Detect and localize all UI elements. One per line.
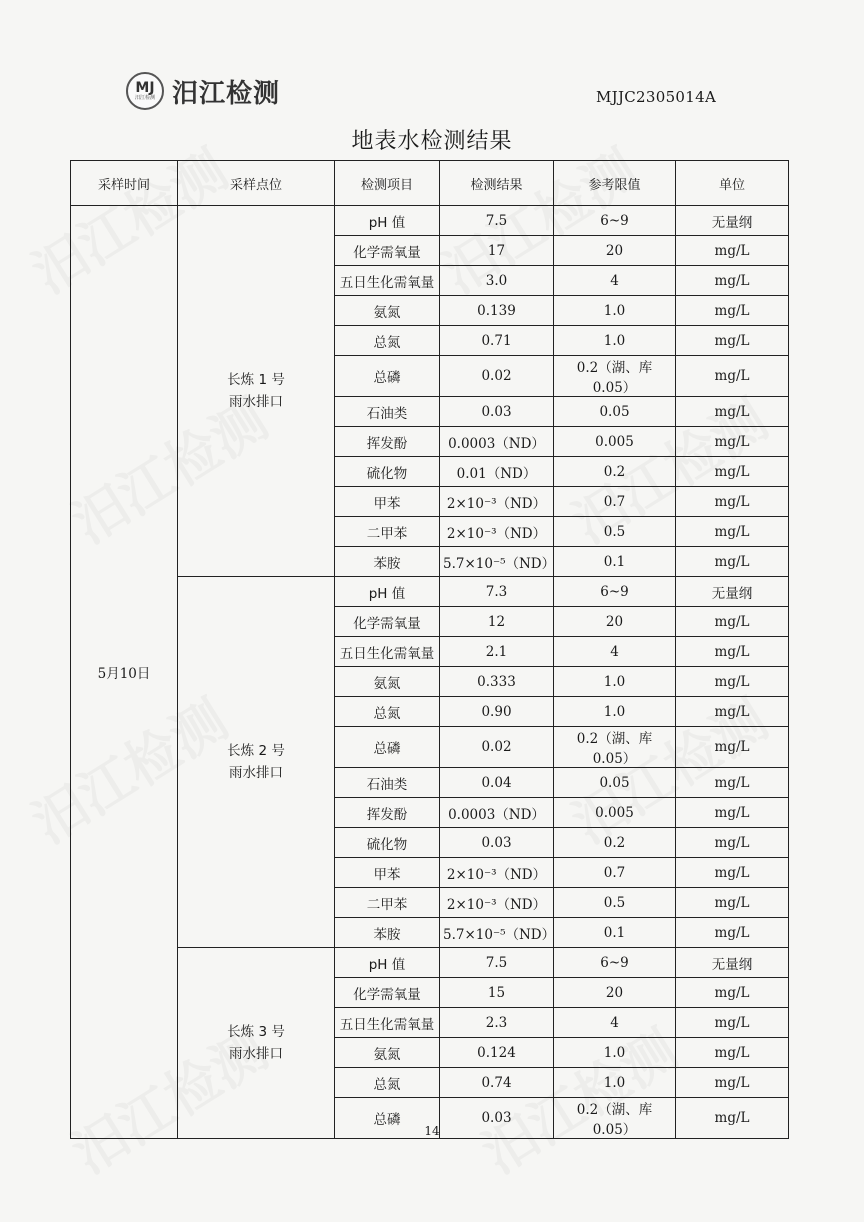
sampling-point [178, 206, 335, 577]
reference-limit-cell: 0.2（湖、库 0.05） [554, 727, 676, 768]
test-result-cell: 2.3 [440, 1008, 554, 1038]
test-item-cell: 总磷 [335, 1098, 440, 1139]
unit-cell: 无量纲 [676, 948, 789, 978]
test-item-cell: pH 值 [335, 577, 440, 607]
reference-limit-cell: 20 [554, 236, 676, 266]
reference-limit-cell: 0.1 [554, 547, 676, 577]
unit-cell: mg/L [676, 727, 789, 768]
test-item-cell: 氨氮 [335, 667, 440, 697]
test-item-cell: 石油类 [335, 397, 440, 427]
test-item-cell: 挥发酚 [335, 798, 440, 828]
unit-cell: mg/L [676, 637, 789, 667]
test-result-cell: 2×10⁻³（ND） [440, 487, 554, 517]
header-sampling-time: 采样时间 [71, 161, 178, 206]
reference-limit-cell: 20 [554, 978, 676, 1008]
test-item-cell: 石油类 [335, 768, 440, 798]
reference-limit-cell: 0.05 [554, 397, 676, 427]
reference-limit-cell: 0.2 [554, 828, 676, 858]
sampling-point-name: 长炼 1 号 [227, 372, 285, 388]
test-result-cell: 2×10⁻³（ND） [440, 517, 554, 547]
test-result-cell: 7.5 [440, 948, 554, 978]
reference-limit-cell: 6~9 [554, 948, 676, 978]
reference-limit-cell: 1.0 [554, 1038, 676, 1068]
reference-limit-cell: 0.2 [554, 457, 676, 487]
unit-cell: mg/L [676, 1098, 789, 1139]
test-item-cell: 五日生化需氧量 [335, 1008, 440, 1038]
test-item-cell: pH 值 [335, 948, 440, 978]
test-result-cell: 0.139 [440, 296, 554, 326]
test-item-cell: 总氮 [335, 326, 440, 356]
test-item-cell: 硫化物 [335, 457, 440, 487]
unit-cell: mg/L [676, 918, 789, 948]
unit-cell: mg/L [676, 236, 789, 266]
reference-limit-cell: 0.05 [554, 768, 676, 798]
test-result-cell: 0.03 [440, 397, 554, 427]
test-item-cell: 氨氮 [335, 1038, 440, 1068]
test-item-cell: 甲苯 [335, 487, 440, 517]
sampling-date: 5月10日 [71, 206, 178, 1139]
test-result-cell: 3.0 [440, 266, 554, 296]
reference-limit-cell: 4 [554, 637, 676, 667]
table-row [71, 206, 789, 236]
test-item-cell: 五日生化需氧量 [335, 266, 440, 296]
unit-cell: mg/L [676, 667, 789, 697]
reference-limit-cell: 0.2（湖、库 0.05） [554, 356, 676, 397]
unit-cell: mg/L [676, 296, 789, 326]
test-result-cell: 17 [440, 236, 554, 266]
sampling-point-name: 长炼 2 号 [227, 743, 285, 759]
logo [126, 72, 280, 110]
results-table [70, 160, 789, 1139]
reference-limit-cell: 0.005 [554, 427, 676, 457]
test-result-cell: 0.71 [440, 326, 554, 356]
header-sampling-point: 采样点位 [178, 161, 335, 206]
test-item-cell: 总氮 [335, 1068, 440, 1098]
reference-limit-cell: 4 [554, 1008, 676, 1038]
page-title: 地表水检测结果 [351, 129, 513, 154]
unit-cell: mg/L [676, 1068, 789, 1098]
test-item-cell: 二甲苯 [335, 888, 440, 918]
test-result-cell: 0.03 [440, 828, 554, 858]
unit-cell: mg/L [676, 858, 789, 888]
test-result-cell: 0.0003（ND） [440, 427, 554, 457]
test-item-cell: 化学需氧量 [335, 978, 440, 1008]
reference-limit-cell: 0.7 [554, 487, 676, 517]
test-result-cell: 7.3 [440, 577, 554, 607]
test-result-cell: 7.5 [440, 206, 554, 236]
unit-cell: 无量纲 [676, 206, 789, 236]
reference-limit-cell: 0.005 [554, 798, 676, 828]
reference-limit-cell: 0.7 [554, 858, 676, 888]
unit-cell: mg/L [676, 487, 789, 517]
test-result-cell: 5.7×10⁻⁵（ND） [440, 547, 554, 577]
test-result-cell: 0.74 [440, 1068, 554, 1098]
test-result-cell: 2.1 [440, 637, 554, 667]
test-item-cell: 苯胺 [335, 918, 440, 948]
logo-mark-caption: 汨江检测 [134, 95, 155, 101]
reference-limit-cell: 0.1 [554, 918, 676, 948]
sampling-point-name: 长炼 3 号 [227, 1024, 285, 1040]
header-reference-limit: 参考限值 [554, 161, 676, 206]
test-item-cell: 苯胺 [335, 547, 440, 577]
unit-cell: 无量纲 [676, 577, 789, 607]
test-item-cell: 氨氮 [335, 296, 440, 326]
unit-cell: mg/L [676, 457, 789, 487]
table-row [71, 577, 789, 607]
test-item-cell: 硫化物 [335, 828, 440, 858]
sampling-point-type: 雨水排口 [229, 765, 283, 781]
header-test-item: 检测项目 [335, 161, 440, 206]
test-result-cell: 0.90 [440, 697, 554, 727]
sampling-point-type: 雨水排口 [229, 1046, 283, 1062]
test-result-cell: 0.02 [440, 356, 554, 397]
reference-limit-cell: 1.0 [554, 1068, 676, 1098]
reference-limit-cell: 1.0 [554, 296, 676, 326]
unit-cell: mg/L [676, 768, 789, 798]
unit-cell: mg/L [676, 1038, 789, 1068]
unit-cell: mg/L [676, 266, 789, 296]
test-result-cell: 0.0003（ND） [440, 798, 554, 828]
test-result-cell: 2×10⁻³（ND） [440, 888, 554, 918]
test-result-cell: 0.04 [440, 768, 554, 798]
sampling-point [178, 577, 335, 948]
test-item-cell: 总氮 [335, 697, 440, 727]
unit-cell: mg/L [676, 1008, 789, 1038]
test-item-cell: 五日生化需氧量 [335, 637, 440, 667]
unit-cell: mg/L [676, 798, 789, 828]
test-item-cell: 总磷 [335, 356, 440, 397]
test-item-cell: 化学需氧量 [335, 607, 440, 637]
test-result-cell: 0.03 [440, 1098, 554, 1139]
test-result-cell: 2×10⁻³（ND） [440, 858, 554, 888]
unit-cell: mg/L [676, 697, 789, 727]
reference-limit-cell: 1.0 [554, 667, 676, 697]
test-result-cell: 0.333 [440, 667, 554, 697]
unit-cell: mg/L [676, 828, 789, 858]
header-unit: 单位 [676, 161, 789, 206]
reference-limit-cell: 1.0 [554, 326, 676, 356]
sampling-point [178, 948, 335, 1139]
reference-limit-cell: 0.5 [554, 888, 676, 918]
reference-limit-cell: 4 [554, 266, 676, 296]
test-item-cell: 化学需氧量 [335, 236, 440, 266]
page-number: 14 [424, 1124, 440, 1138]
unit-cell: mg/L [676, 427, 789, 457]
test-item-cell: 挥发酚 [335, 427, 440, 457]
unit-cell: mg/L [676, 547, 789, 577]
header-test-result: 检测结果 [440, 161, 554, 206]
test-item-cell: 二甲苯 [335, 517, 440, 547]
unit-cell: mg/L [676, 978, 789, 1008]
test-result-cell: 0.02 [440, 727, 554, 768]
unit-cell: mg/L [676, 607, 789, 637]
test-result-cell: 5.7×10⁻⁵（ND） [440, 918, 554, 948]
test-item-cell: 甲苯 [335, 858, 440, 888]
unit-cell: mg/L [676, 517, 789, 547]
sampling-point-type: 雨水排口 [229, 394, 283, 410]
report-number: MJJC2305014A [596, 88, 717, 106]
table-row [71, 948, 789, 978]
reference-limit-cell: 0.5 [554, 517, 676, 547]
table-header-row [71, 161, 789, 206]
reference-limit-cell: 20 [554, 607, 676, 637]
test-result-cell: 15 [440, 978, 554, 1008]
unit-cell: mg/L [676, 326, 789, 356]
unit-cell: mg/L [676, 397, 789, 427]
logo-mark-letters: MJ [135, 80, 155, 96]
test-result-cell: 0.124 [440, 1038, 554, 1068]
company-name: 汨江检测 [172, 78, 281, 109]
unit-cell: mg/L [676, 356, 789, 397]
reference-limit-cell: 6~9 [554, 577, 676, 607]
unit-cell: mg/L [676, 888, 789, 918]
company-logo-mark [126, 72, 164, 110]
test-item-cell: 总磷 [335, 727, 440, 768]
test-result-cell: 0.01（ND） [440, 457, 554, 487]
reference-limit-cell: 6~9 [554, 206, 676, 236]
reference-limit-cell: 0.2（湖、库 0.05） [554, 1098, 676, 1139]
test-result-cell: 12 [440, 607, 554, 637]
test-item-cell: pH 值 [335, 206, 440, 236]
reference-limit-cell: 1.0 [554, 697, 676, 727]
